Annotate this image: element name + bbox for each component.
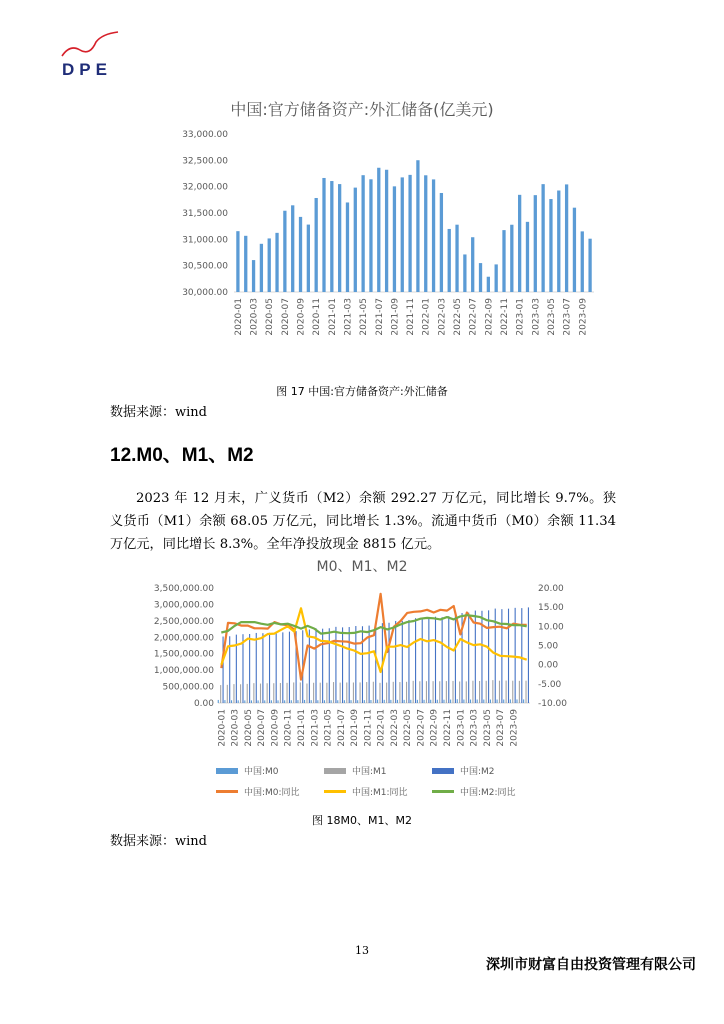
bar-中国:M0-2020-06 xyxy=(251,700,252,703)
legend-item-m0-yoy xyxy=(216,785,324,798)
legend-swatch-m2 xyxy=(432,768,454,774)
bar-中国:M0-2022-06 xyxy=(410,700,411,703)
bar-中国:M0-2020-02 xyxy=(224,700,225,703)
bar-中国:M0-2022-07 xyxy=(417,700,418,703)
bar-2021-08 xyxy=(385,170,388,292)
bar-中国:M0-2022-01 xyxy=(377,700,378,703)
bar-中国:M0-2020-01 xyxy=(218,700,219,703)
bar-中国:M1-2023-08 xyxy=(506,681,507,703)
bar-中国:M2-2020-09 xyxy=(276,632,277,703)
x-tick-label: 2020-03 xyxy=(249,298,260,336)
bar-中国:M0-2022-11 xyxy=(443,700,444,703)
bar-中国:M1-2020-03 xyxy=(233,684,234,703)
bar-2020-11 xyxy=(315,198,318,292)
bar-中国:M1-2021-10 xyxy=(360,682,361,703)
bar-2021-06 xyxy=(369,179,372,292)
x-tick-label: 2020-03 xyxy=(230,709,241,747)
legend-item-m1-yoy xyxy=(324,785,432,798)
bar-中国:M1-2022-12 xyxy=(452,681,453,703)
x-tick-label: 2021-09 xyxy=(390,298,401,336)
bar-中国:M2-2023-09 xyxy=(515,608,516,703)
legend-swatch-m2-yoy xyxy=(432,790,454,793)
bar-中国:M1-2023-11 xyxy=(525,681,526,703)
bar-中国:M0-2023-08 xyxy=(503,699,504,703)
bar-2020-02 xyxy=(244,236,247,292)
bar-2022-04 xyxy=(448,229,451,292)
bar-中国:M0-2023-03 xyxy=(470,700,471,703)
bar-2020-06 xyxy=(275,233,278,292)
x-tick-label: 2020-11 xyxy=(312,298,323,336)
bar-2021-07 xyxy=(377,168,380,292)
bar-2022-06 xyxy=(463,254,466,292)
bar-中国:M2-2021-05 xyxy=(329,628,330,703)
chart2-caption: 图 18M0、M1、M2 xyxy=(312,814,412,827)
legend-label: 中国:M2 xyxy=(460,767,495,777)
bar-中国:M0-2022-02 xyxy=(384,700,385,703)
bar-中国:M0-2021-06 xyxy=(331,700,332,703)
bar-中国:M2-2022-06 xyxy=(415,618,416,703)
bar-中国:M0-2020-12 xyxy=(291,700,292,703)
bar-中国:M0-2021-05 xyxy=(324,700,325,703)
bar-中国:M0-2020-09 xyxy=(271,700,272,703)
right-y-tick-label: 5.00 xyxy=(538,641,559,652)
bar-中国:M2-2022-05 xyxy=(408,620,409,703)
bar-中国:M1-2022-11 xyxy=(446,681,447,703)
bar-中国:M2-2022-03 xyxy=(395,621,396,703)
bar-中国:M0-2021-10 xyxy=(357,700,358,703)
bar-中国:M1-2021-01 xyxy=(300,682,301,703)
money-supply-chart xyxy=(140,578,580,758)
legend-label: 中国:M2:同比 xyxy=(460,788,516,798)
bar-2022-02 xyxy=(432,179,435,292)
bar-中国:M1-2021-08 xyxy=(346,682,347,703)
bar-中国:M2-2020-10 xyxy=(282,632,283,703)
bar-中国:M2-2021-04 xyxy=(322,629,323,703)
bar-中国:M1-2020-12 xyxy=(293,682,294,703)
bar-中国:M1-2021-12 xyxy=(373,682,374,703)
bar-2021-02 xyxy=(338,184,341,292)
bar-2021-03 xyxy=(346,202,349,292)
bar-中国:M2-2021-07 xyxy=(342,627,343,703)
bar-中国:M1-2022-08 xyxy=(426,681,427,703)
bar-中国:M2-2022-04 xyxy=(402,621,403,703)
x-tick-label: 2023-01 xyxy=(456,709,467,747)
chart2-title: M0、M1、M2 xyxy=(316,559,408,575)
left-y-tick-label: 3,000,000.00 xyxy=(153,600,214,611)
bar-中国:M2-2021-12 xyxy=(375,625,376,703)
bar-中国:M2-2022-10 xyxy=(442,617,443,703)
right-y-tick-label: 20.00 xyxy=(538,584,564,594)
bar-2023-06 xyxy=(557,191,560,292)
x-tick-label: 2023-05 xyxy=(482,709,493,747)
bar-中国:M1-2022-07 xyxy=(419,681,420,703)
bar-中国:M1-2021-05 xyxy=(326,683,327,703)
bar-2023-07 xyxy=(565,184,568,292)
x-tick-label: 2022-03 xyxy=(437,298,448,336)
dpe-logo xyxy=(58,30,124,82)
bar-中国:M1-2022-02 xyxy=(386,683,387,703)
bar-2020-12 xyxy=(322,178,325,292)
legend-swatch-m1-yoy xyxy=(324,790,346,793)
y-tick-label: 31,500.00 xyxy=(182,209,228,219)
x-tick-label: 2021-07 xyxy=(374,298,385,336)
bar-中国:M2-2020-04 xyxy=(242,634,243,703)
x-tick-label: 2023-09 xyxy=(509,709,520,747)
x-tick-label: 2022-07 xyxy=(468,298,479,336)
bar-中国:M2-2022-12 xyxy=(455,615,456,703)
bar-中国:M0-2023-10 xyxy=(516,699,517,703)
x-tick-label: 2021-01 xyxy=(296,709,307,747)
bar-2023-09 xyxy=(581,231,584,292)
x-tick-label: 2021-07 xyxy=(336,709,347,747)
bar-中国:M1-2020-10 xyxy=(280,683,281,703)
x-tick-label: 2022-01 xyxy=(376,709,387,747)
bar-2022-09 xyxy=(487,277,490,292)
bar-中国:M2-2022-11 xyxy=(448,616,449,703)
bar-中国:M1-2020-02 xyxy=(227,685,228,703)
bar-2022-08 xyxy=(479,263,482,292)
x-tick-label: 2022-03 xyxy=(389,709,400,747)
left-y-tick-label: 1,500,000.00 xyxy=(153,649,214,660)
bar-2023-10 xyxy=(588,239,591,292)
y-tick-label: 30,000.00 xyxy=(182,288,228,298)
left-y-tick-label: 1,000,000.00 xyxy=(153,666,214,677)
bar-2022-01 xyxy=(424,175,427,292)
bar-2022-03 xyxy=(440,193,443,292)
x-tick-label: 2021-05 xyxy=(359,298,370,336)
bar-中国:M0-2020-07 xyxy=(258,700,259,703)
legend-item-m1 xyxy=(324,764,432,777)
bar-中国:M1-2022-06 xyxy=(413,681,414,703)
bar-中国:M1-2023-05 xyxy=(486,681,487,703)
left-y-tick-label: 2,500,000.00 xyxy=(153,616,214,627)
bar-中国:M1-2020-08 xyxy=(267,683,268,703)
x-tick-label: 2020-09 xyxy=(296,298,307,336)
bar-中国:M2-2021-06 xyxy=(335,627,336,703)
x-tick-label: 2023-07 xyxy=(562,298,573,336)
bar-中国:M1-2022-05 xyxy=(406,682,407,703)
bar-中国:M0-2023-02 xyxy=(463,700,464,703)
bar-中国:M2-2022-08 xyxy=(428,618,429,703)
bar-中国:M1-2023-07 xyxy=(499,681,500,703)
chart1-source: 数据来源：wind xyxy=(110,405,207,420)
bar-中国:M2-2021-08 xyxy=(349,627,350,703)
right-y-tick-label: 0.00 xyxy=(538,660,559,671)
bar-中国:M1-2020-07 xyxy=(260,684,261,703)
x-tick-label: 2021-01 xyxy=(327,298,338,336)
x-tick-label: 2023-05 xyxy=(546,298,557,336)
section-heading: 12.M0、M1、M2 xyxy=(110,445,254,466)
chart1-title: 中国:官方储备资产:外汇储备(亿美元) xyxy=(230,100,494,119)
x-tick-label: 2023-03 xyxy=(531,298,542,336)
bar-中国:M1-2023-03 xyxy=(472,681,473,703)
x-tick-label: 2020-05 xyxy=(243,709,254,747)
bar-中国:M2-2022-02 xyxy=(388,623,389,703)
bar-中国:M0-2023-04 xyxy=(477,700,478,703)
bar-中国:M0-2023-07 xyxy=(497,700,498,703)
x-tick-label: 2020-07 xyxy=(280,298,291,336)
bar-2023-01 xyxy=(518,195,521,292)
bar-2021-10 xyxy=(401,177,404,292)
legend-item-m2 xyxy=(432,764,540,777)
bar-2021-04 xyxy=(354,188,357,292)
bar-2020-05 xyxy=(268,238,271,292)
bar-中国:M0-2021-04 xyxy=(317,700,318,703)
bar-中国:M0-2023-09 xyxy=(510,699,511,703)
x-tick-label: 2020-11 xyxy=(283,709,294,747)
bar-中国:M1-2020-04 xyxy=(240,684,241,703)
bar-中国:M2-2020-06 xyxy=(256,633,257,703)
bar-中国:M1-2023-06 xyxy=(492,680,493,703)
bar-中国:M1-2022-04 xyxy=(399,682,400,703)
bar-2023-04 xyxy=(541,184,544,292)
bar-中国:M2-2021-02 xyxy=(309,630,310,703)
bar-中国:M0-2023-05 xyxy=(483,700,484,703)
bar-中国:M1-2022-03 xyxy=(393,682,394,703)
bar-2022-07 xyxy=(471,237,474,292)
x-tick-label: 2022-11 xyxy=(500,298,510,336)
bar-2021-12 xyxy=(416,160,419,292)
x-tick-label: 2022-05 xyxy=(453,298,464,336)
bar-2020-04 xyxy=(260,244,263,292)
bar-中国:M0-2022-12 xyxy=(450,700,451,703)
bar-中国:M1-2020-11 xyxy=(287,683,288,703)
bar-2020-07 xyxy=(283,211,286,292)
bar-中国:M0-2021-12 xyxy=(370,700,371,703)
y-tick-label: 33,000.00 xyxy=(182,130,228,140)
bar-中国:M0-2021-01 xyxy=(297,700,298,703)
bar-中国:M2-2023-11 xyxy=(528,607,529,703)
bar-中国:M2-2022-09 xyxy=(435,617,436,703)
left-y-tick-label: 0.00 xyxy=(193,699,214,709)
bar-中国:M2-2023-03 xyxy=(475,611,476,703)
bar-中国:M1-2021-11 xyxy=(366,682,367,703)
bar-中国:M2-2021-09 xyxy=(355,626,356,703)
bar-中国:M2-2020-07 xyxy=(262,633,263,703)
legend-swatch-m1 xyxy=(324,768,346,774)
left-y-tick-label: 500,000.00 xyxy=(162,682,214,693)
bar-2020-03 xyxy=(252,260,255,292)
bar-中国:M0-2022-03 xyxy=(390,700,391,703)
chart1-caption: 图 17 中国:官方储备资产:外汇储备 xyxy=(276,385,448,398)
bar-中国:M0-2023-01 xyxy=(457,699,458,703)
bar-2023-03 xyxy=(534,195,537,292)
bar-中国:M1-2022-09 xyxy=(433,681,434,703)
bar-中国:M2-2023-02 xyxy=(468,613,469,703)
bar-中国:M1-2023-04 xyxy=(479,681,480,703)
legend-label: 中国:M0 xyxy=(244,767,279,777)
bar-中国:M1-2023-09 xyxy=(512,681,513,703)
bar-中国:M1-2021-04 xyxy=(320,683,321,703)
bar-中国:M1-2021-02 xyxy=(306,684,307,703)
bar-中国:M1-2021-06 xyxy=(333,682,334,703)
right-y-tick-label: 15.00 xyxy=(538,603,564,614)
bar-中国:M2-2020-11 xyxy=(289,632,290,703)
legend-item-m0 xyxy=(216,764,324,777)
bar-中国:M0-2021-08 xyxy=(344,700,345,703)
bar-中国:M2-2023-05 xyxy=(488,610,489,703)
bar-中国:M0-2022-05 xyxy=(404,700,405,703)
x-tick-label: 2020-07 xyxy=(257,709,268,747)
bar-中国:M2-2021-10 xyxy=(362,626,363,703)
bar-2022-12 xyxy=(510,225,513,292)
left-y-tick-label: 3,500,000.00 xyxy=(153,584,214,594)
bar-2023-05 xyxy=(549,199,552,292)
bar-中国:M2-2023-10 xyxy=(521,608,522,703)
fx-reserves-chart xyxy=(150,120,610,340)
x-tick-label: 2021-09 xyxy=(350,709,361,747)
bar-2022-11 xyxy=(502,230,505,292)
bar-2021-01 xyxy=(330,181,333,292)
x-tick-label: 2021-03 xyxy=(310,709,321,747)
company-name: 深圳市财富自由投资管理有限公司 xyxy=(486,957,696,973)
logo-text: DPE xyxy=(62,60,112,79)
bar-中国:M1-2020-01 xyxy=(220,685,221,703)
bar-中国:M0-2020-11 xyxy=(284,700,285,703)
x-tick-label: 2020-05 xyxy=(265,298,276,336)
bar-中国:M2-2022-07 xyxy=(422,618,423,703)
bar-中国:M0-2021-02 xyxy=(304,700,305,703)
bar-中国:M0-2020-10 xyxy=(277,700,278,703)
section-paragraph: 2023 年 12 月末，广义货币（M2）余额 292.27 万亿元，同比增长 9.7%。狭义货币（M1）余额 68.05 万亿元，同比增长 1.3%。流通中货币（M0）余额 11.34 万亿元，同比增长 8.3%。全年净投放现金 8815 亿元。 xyxy=(110,491,616,552)
legend-label: 中国:M0:同比 xyxy=(244,788,300,798)
x-tick-label: 2020-09 xyxy=(270,709,281,747)
x-tick-label: 2022-09 xyxy=(429,709,440,747)
bar-中国:M2-2020-05 xyxy=(249,634,250,703)
bar-中国:M0-2020-03 xyxy=(231,700,232,703)
chart2-source: 数据来源：wind xyxy=(110,834,207,849)
x-tick-label: 2021-05 xyxy=(323,709,334,747)
legend-item-m2-yoy xyxy=(432,785,540,798)
x-tick-label: 2020-01 xyxy=(217,709,228,747)
logo-curve-icon xyxy=(58,30,124,62)
x-tick-label: 2020-01 xyxy=(233,298,244,336)
legend-label: 中国:M1 xyxy=(352,767,387,777)
x-tick-label: 2022-01 xyxy=(421,298,432,336)
right-y-tick-label: 10.00 xyxy=(538,622,564,633)
bar-中国:M1-2022-01 xyxy=(379,683,380,703)
x-tick-label: 2022-05 xyxy=(403,709,414,747)
chart2-legend xyxy=(216,764,536,798)
bar-中国:M1-2021-07 xyxy=(340,683,341,703)
bar-中国:M1-2021-09 xyxy=(353,682,354,703)
bar-中国:M0-2021-09 xyxy=(350,700,351,703)
x-tick-label: 2022-07 xyxy=(416,709,427,747)
x-tick-label: 2023-03 xyxy=(469,709,480,747)
bar-中国:M1-2023-02 xyxy=(466,681,467,703)
y-tick-label: 31,000.00 xyxy=(182,235,228,246)
bar-中国:M0-2022-08 xyxy=(424,700,425,703)
bar-中国:M0-2022-10 xyxy=(437,700,438,703)
bar-中国:M1-2022-10 xyxy=(439,681,440,703)
bar-2021-11 xyxy=(408,175,411,292)
bar-2021-05 xyxy=(361,175,364,292)
y-tick-label: 30,500.00 xyxy=(182,261,228,272)
line-中国:M0:同比 xyxy=(221,594,526,680)
bar-2023-08 xyxy=(573,208,576,292)
x-tick-label: 2023-07 xyxy=(496,709,507,747)
bar-中国:M0-2021-07 xyxy=(337,700,338,703)
x-tick-label: 2022-09 xyxy=(484,298,495,336)
bar-中国:M1-2020-05 xyxy=(247,684,248,703)
bar-2020-08 xyxy=(291,205,294,292)
x-tick-label: 2021-11 xyxy=(406,298,417,336)
bar-中国:M0-2021-03 xyxy=(311,700,312,703)
x-tick-label: 2021-03 xyxy=(343,298,354,336)
bar-中国:M1-2023-10 xyxy=(519,681,520,703)
x-tick-label: 2023-09 xyxy=(578,298,589,336)
bar-2020-10 xyxy=(307,225,310,292)
x-tick-label: 2023-01 xyxy=(515,298,526,336)
bar-中国:M0-2020-08 xyxy=(264,700,265,703)
bar-中国:M0-2023-06 xyxy=(490,700,491,703)
bar-中国:M0-2022-09 xyxy=(430,700,431,703)
bar-2022-05 xyxy=(455,225,458,292)
left-y-tick-label: 2,000,000.00 xyxy=(153,633,214,644)
bar-中国:M0-2021-11 xyxy=(364,700,365,703)
page-number: 13 xyxy=(355,944,369,957)
bar-中国:M0-2020-05 xyxy=(244,700,245,703)
bar-中国:M1-2021-03 xyxy=(313,683,314,703)
bar-中国:M2-2020-08 xyxy=(269,633,270,703)
right-y-tick-label: -10.00 xyxy=(538,699,568,709)
bar-2020-09 xyxy=(299,217,302,292)
bar-2021-09 xyxy=(393,186,396,292)
bar-2022-10 xyxy=(495,264,498,292)
bar-中国:M0-2022-04 xyxy=(397,700,398,703)
bar-中国:M0-2023-11 xyxy=(523,699,524,703)
bar-中国:M1-2020-06 xyxy=(253,683,254,703)
legend-swatch-m0 xyxy=(216,768,238,774)
y-tick-label: 32,000.00 xyxy=(182,182,228,193)
bar-中国:M1-2020-09 xyxy=(273,683,274,703)
right-y-tick-label: -5.00 xyxy=(538,679,562,690)
bar-中国:M0-2020-04 xyxy=(238,700,239,703)
bar-2023-02 xyxy=(526,222,529,292)
bar-中国:M1-2023-01 xyxy=(459,681,460,703)
legend-swatch-m0-yoy xyxy=(216,790,238,793)
x-tick-label: 2022-11 xyxy=(443,709,454,747)
legend-label: 中国:M1:同比 xyxy=(352,788,408,798)
bar-2020-01 xyxy=(236,231,239,292)
x-tick-label: 2021-11 xyxy=(363,709,374,747)
y-tick-label: 32,500.00 xyxy=(182,156,228,167)
